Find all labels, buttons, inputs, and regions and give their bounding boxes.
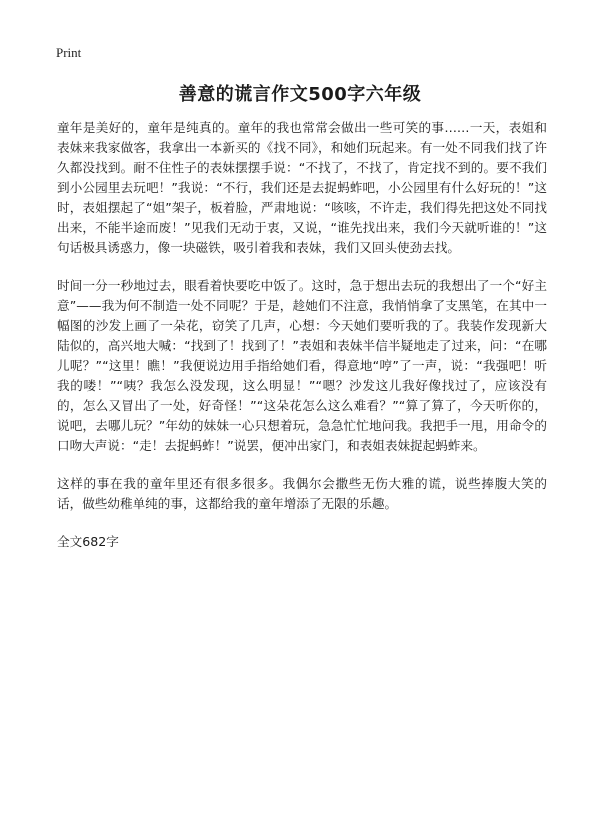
article-body xyxy=(57,118,547,552)
print-link[interactable]: Print xyxy=(56,45,82,60)
article-paragraph: 童年是美好的，童年是纯真的。童年的我也常常会做出一些可笑的事……一天，表姐和表妹来我家做客，我拿出一本新买的《找不同》，和她们玩起来。有一处不同我们找了许久都没找到。耐不住性子的表妹摆摆手说：“不找了，不找了，肯定找不到的。要不我们到小公园里去玩吧！”我说：“不行，我们还是去捉蚂蚱吧，小公园里有什么好玩的！”这时，表姐摆起了“姐”架子，板着脸，严肃地说：“咳咳，不许走，我们得先把这处不同找出来，不能半途而废！”见我们无动于衷，又说，“谁先找出来，我们今天就听谁的！”这句话极具诱惑力，像一块磁铁，吸引着我和表妹，我们又回头使劲去找。 xyxy=(57,120,547,255)
article-paragraph: 时间一分一秒地过去，眼看着快要吃中饭了。这时，急于想出去玩的我想出了一个“好主意”——我为何不制造一处不同呢？于是，趁她们不注意，我悄悄拿了支黑笔，在其中一幅图的沙发上画了一朵花，窃笑了几声，心想：今天她们要听我的了。我装作发现新大陆似的，高兴地大喊：“找到了！找到了！”表姐和表妹半信半疑地走了过来，问：“在哪儿呢？”“这里！瞧！”我便说边用手指给她们看，得意地“哼”了一声，说：“我强吧！听我的喽！”“咦？我怎么没发现，这么明显！”“嗯？沙发这儿我好像找过了，应该没有的，怎么又冒出了一处，好奇怪！”“这朵花怎么这么难看？”“算了算了，今天听你的，说吧，去哪儿玩？”年幼的妹妹一心只想着玩，急急忙忙地问我。我把手一甩，用命令的口吻大声说：“走！去捉蚂蚱！”说罢，便冲出家门，和表姐表妹捉起蚂蚱来。 xyxy=(57,278,547,453)
word-count: 全文682字 xyxy=(57,534,119,549)
article-title: 善意的谎言作文500字六年级 xyxy=(178,84,422,105)
article-paragraph: 这样的事在我的童年里还有很多很多。我偶尔会撒些无伤大雅的谎，说些捧腹大笑的话，做些幼稚单纯的事，这都给我的童年增添了无限的乐趣。 xyxy=(57,476,547,511)
